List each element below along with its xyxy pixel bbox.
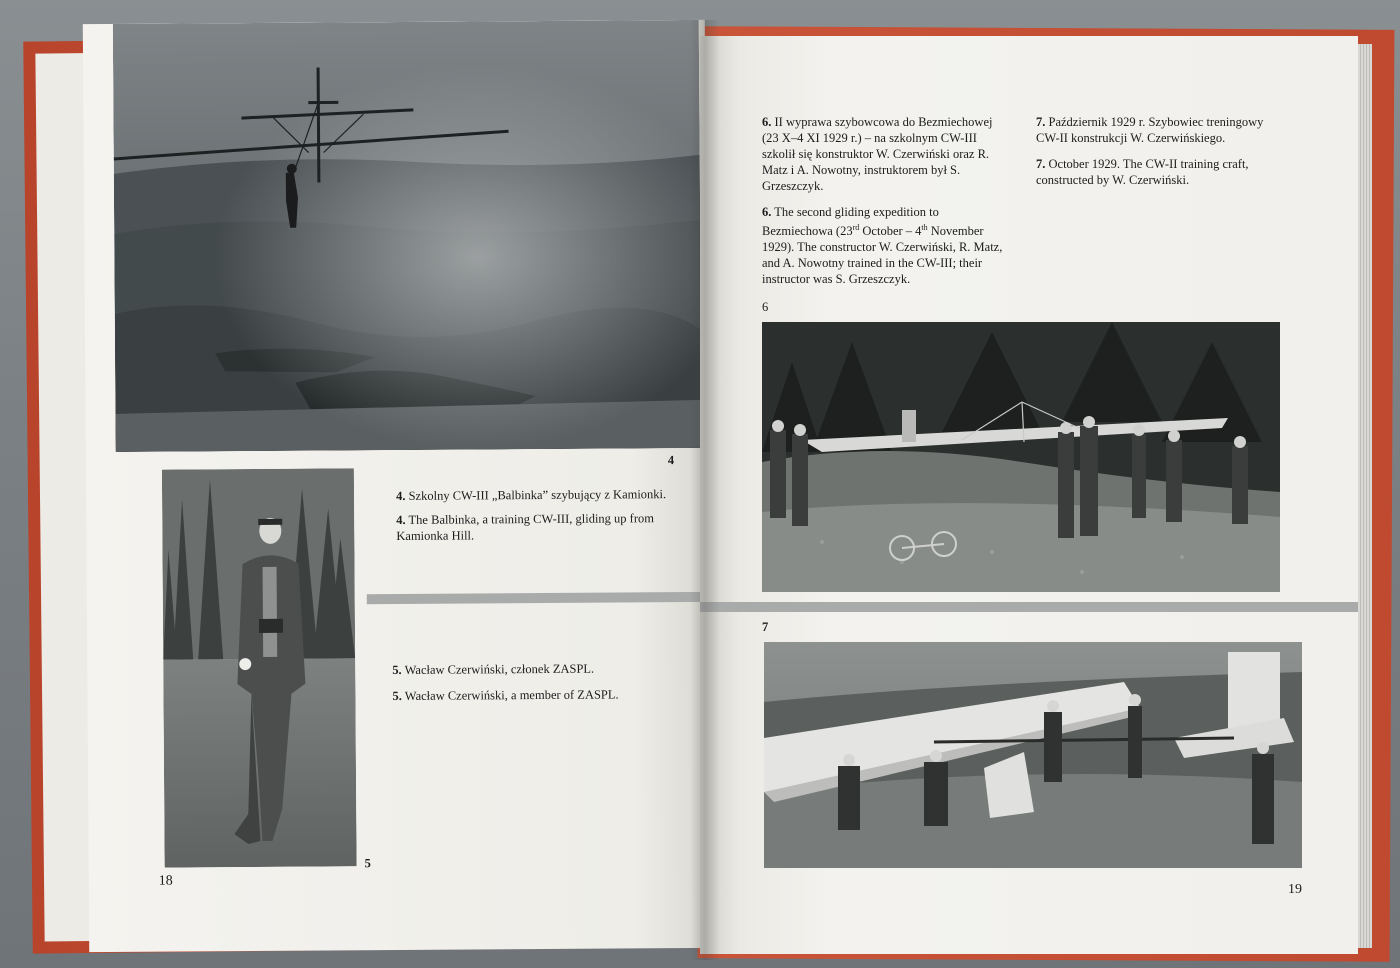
figure-7-caption — [1036, 114, 1276, 196]
glider-crew-hillside-image — [762, 322, 1280, 592]
figure-4-caption-pl: 4. Szkolny CW-III „Balbinka” szybujący z Kamionki. — [396, 487, 667, 504]
figure-5-caption-en: 5. Wacław Czerwiński, a member of ZASPL. — [392, 687, 619, 704]
figure-4-number: 4 — [667, 453, 675, 468]
figure-7-photo — [764, 642, 1302, 868]
cw-ii-glider-image — [764, 642, 1302, 868]
figure-4-caption — [396, 486, 696, 552]
divider-band — [367, 592, 709, 604]
glider-over-valley-image — [113, 20, 702, 452]
figure-6-caption — [762, 114, 1012, 295]
figure-6-caption-en: 6. The second gliding expedition to Bezmiechowa (23rd October – 4th November 1929). The constructor W. Czerwiński, R. Matz, and A. Nowotny trained in the CW-III; their instructor was S. Grzeszczyk. — [762, 205, 1003, 287]
figure-4-photo — [113, 20, 702, 452]
figure-7-caption-en: 7. October 1929. The CW-II training craft, constructed by W. Czerwiński. — [1036, 157, 1249, 187]
figure-7-caption-pl: 7. Październik 1929 r. Szybowiec treningowy CW-II konstrukcji W. Czerwińskiego. — [1036, 115, 1264, 145]
figure-6-photo — [762, 322, 1280, 592]
figure-4-caption-en: 4. The Balbinka, a training CW-III, gliding up from Kamionka Hill. — [396, 511, 654, 544]
man-portrait-image — [162, 468, 357, 867]
book-gutter — [690, 20, 720, 960]
page-number-right: 19 — [1288, 882, 1302, 897]
figure-5-caption — [392, 660, 692, 712]
right-page — [700, 36, 1358, 954]
figure-7-number: 7 — [762, 620, 769, 634]
figure-6-caption-pl: 6. II wyprawa szybowcowa do Bezmiechowej (23 X–4 XI 1929 r.) – na szkolnym CW-III szkolił się konstruktor W. Czerwiński oraz R. Matz i A. Nowotny, instruktorem był S. Grzeszczyk. — [762, 115, 993, 193]
figure-6-number: 6 — [762, 300, 769, 314]
divider-band-right — [700, 602, 1358, 612]
left-page — [83, 20, 711, 952]
page-number-left: 18 — [158, 873, 173, 889]
figure-5-number: 5 — [364, 856, 371, 871]
figure-5-photo — [162, 468, 357, 867]
figure-5-caption-pl: 5. Wacław Czerwiński, członek ZASPL. — [392, 661, 595, 678]
